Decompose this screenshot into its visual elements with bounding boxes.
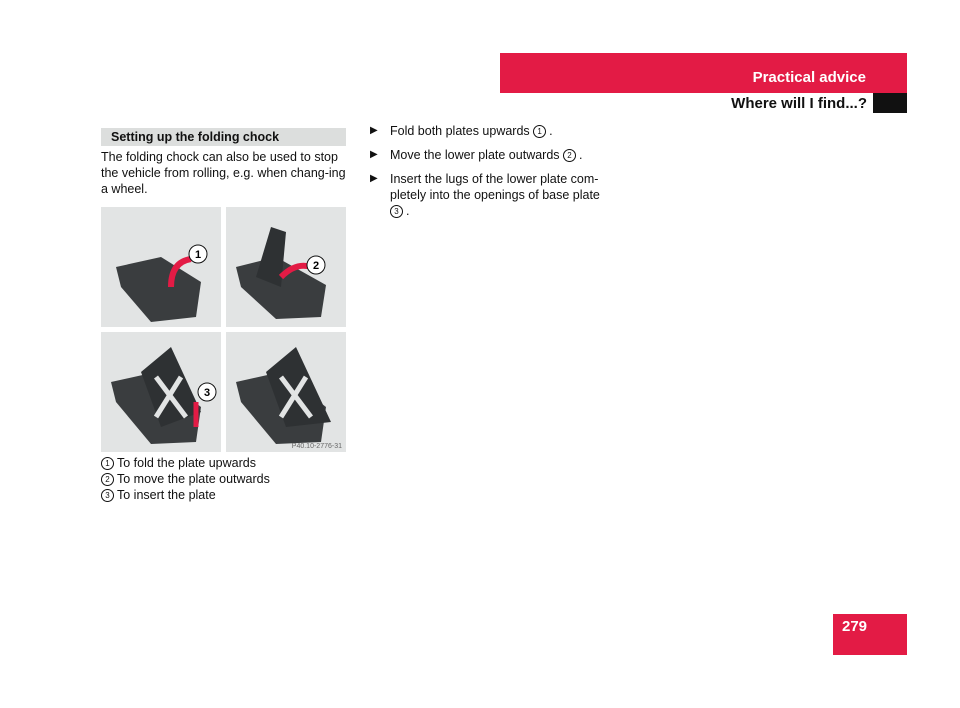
arrow-right-icon: ▶ <box>370 125 378 136</box>
legend-text: To move the plate outwards <box>117 472 270 486</box>
step-text: Move the lower plate outwards <box>390 148 560 162</box>
step-ref: 1 <box>533 125 546 138</box>
legend-number: 2 <box>101 473 114 486</box>
legend-text: To fold the plate upwards <box>117 456 256 470</box>
intro-text: The folding chock can also be used to stop the vehicle from rolling, e.g. when chang-ing a wheel. <box>101 150 346 196</box>
step-ref: 3 <box>390 205 403 218</box>
step-item: ▶ Move the lower plate outwards 2 . <box>370 148 583 162</box>
legend-item <box>101 455 270 471</box>
page-number: 279 <box>842 618 868 635</box>
header-band <box>500 53 907 93</box>
figure-panel-move <box>226 207 346 327</box>
callout-2: 2 <box>312 260 320 272</box>
step-ref: 2 <box>563 149 576 162</box>
figure-panel-fold <box>101 207 221 327</box>
section-title: Practical advice <box>752 69 866 86</box>
legend-text: To insert the plate <box>117 488 216 502</box>
arrow-right-icon: ▶ <box>370 149 378 160</box>
figure-panel-finished <box>226 332 346 452</box>
figure-panel-insert <box>101 332 221 452</box>
section-heading: Setting up the folding chock <box>101 128 346 146</box>
subsection-title: Where will I find...? <box>731 95 867 112</box>
instruction-steps <box>368 123 618 227</box>
callout-1: 1 <box>194 249 202 261</box>
legend-item <box>101 487 270 503</box>
legend-item <box>101 471 270 487</box>
step-item: ▶ Fold both plates upwards 1 . <box>370 124 553 138</box>
figure-code: P40.10-2776-31 <box>291 443 342 450</box>
figure-legend <box>101 455 270 503</box>
callout-3: 3 <box>203 387 211 399</box>
page-number-box <box>833 614 907 655</box>
legend-number: 1 <box>101 457 114 470</box>
legend-number: 3 <box>101 489 114 502</box>
step-text: Insert the lugs of the lower plate com-pletely into the openings of base plate <box>390 172 600 202</box>
arrow-right-icon: ▶ <box>370 173 378 184</box>
step-text: Fold both plates upwards <box>390 124 530 138</box>
thumb-tab-marker <box>873 93 907 113</box>
step-item: ▶ Insert the lugs of the lower plate com-pletely into the openings of base plate 3 . <box>370 172 600 218</box>
